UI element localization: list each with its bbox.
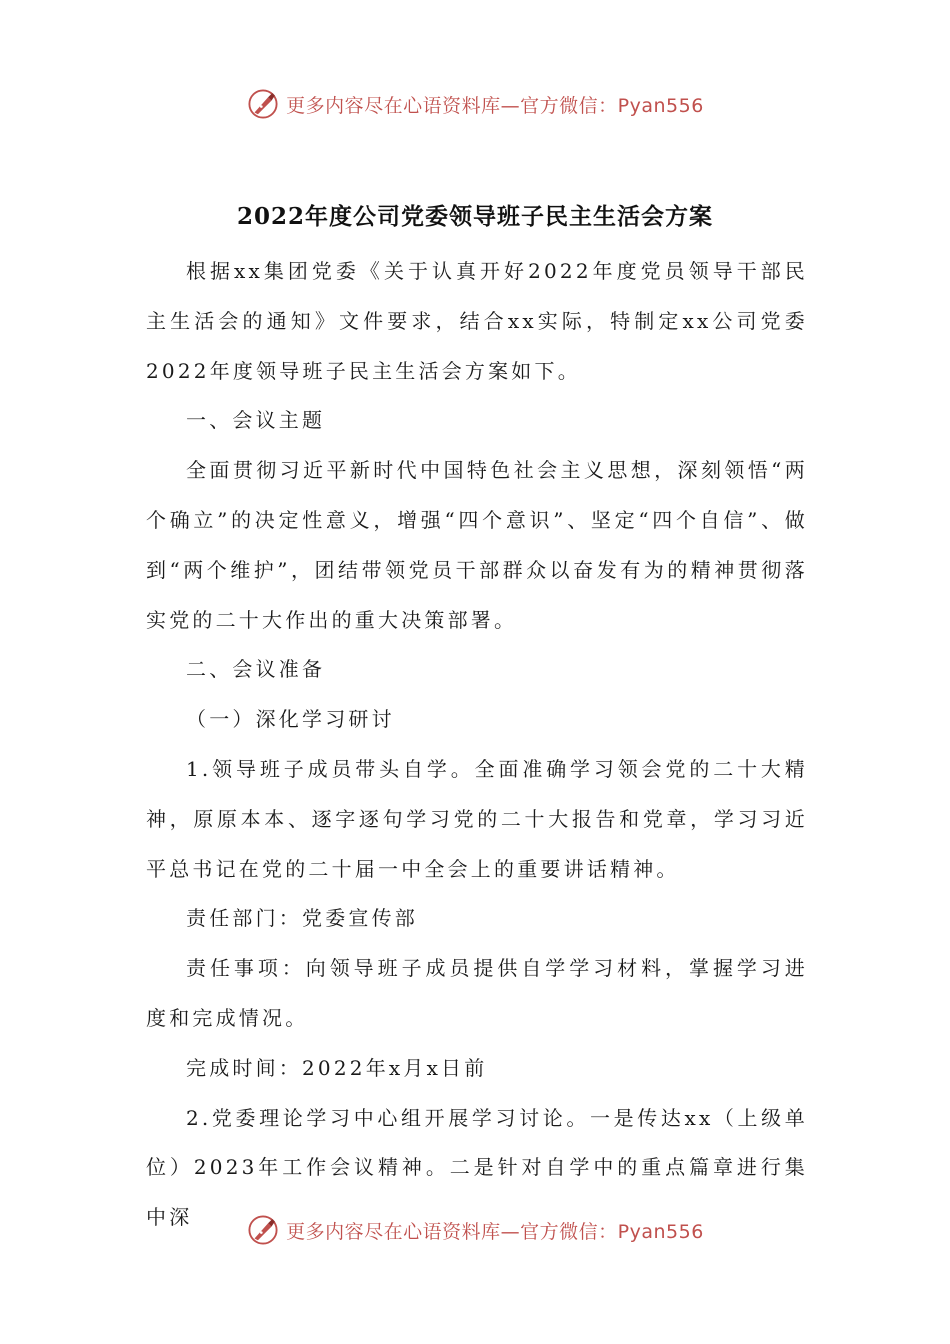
responsible-department: 责任部门：党委宣传部: [186, 906, 418, 931]
subsection-heading-study: （一）深化学习研讨: [186, 707, 395, 732]
header-watermark-text: 更多内容尽在心语资料库—官方微信：Pyan556: [286, 94, 704, 117]
item-2-paragraph: 2.党委理论学习中心组开展学习讨论。一是传达xx（上级单位）2023年工作会议精神。二是针对自学中的重点篇章进行集中深: [146, 1105, 808, 1230]
document-title: 2022年度公司党委领导班子民主生活会方案: [236, 203, 713, 230]
theme-paragraph: 全面贯彻习近平新时代中国特色社会主义思想，深刻领悟“两个确立”的决定性意义，增强“四个意识”、坚定“四个自信”、做到“两个维护”，团结带领党员干部群众以奋发有为的精神贯彻落实党的二十大作出的重大决策部署。: [146, 458, 808, 632]
section-heading-meeting-preparation: 二、会议准备: [186, 657, 326, 682]
footer-watermark-text: 更多内容尽在心语资料库—官方微信：Pyan556: [286, 1220, 704, 1243]
header-watermark-banner: [0, 84, 950, 124]
intro-paragraph: 根据xx集团党委《关于认真开好2022年度党员领导干部民主生活会的通知》文件要求，结合xx实际，特制定xx公司党委2022年度领导班子民主生活会方案如下。: [146, 259, 808, 383]
responsible-matters: 责任事项：向领导班子成员提供自学学习材料，掌握学习进度和完成情况。: [146, 956, 808, 1030]
section-heading-meeting-theme: 一、会议主题: [186, 408, 326, 433]
pen-nib-logo-icon: [246, 87, 280, 121]
completion-time: 完成时间：2022年x月x日前: [186, 1055, 488, 1080]
item-1-paragraph: 1.领导班子成员带头自学。全面准确学习领会党的二十大精神，原原本本、逐字逐句学习党的二十大报告和党章，学习习近平总书记在党的二十届一中全会上的重要讲话精神。: [146, 756, 808, 881]
pen-nib-logo-icon: [246, 1213, 280, 1247]
document-body: [146, 247, 808, 1243]
footer-watermark-banner: [0, 1210, 950, 1250]
